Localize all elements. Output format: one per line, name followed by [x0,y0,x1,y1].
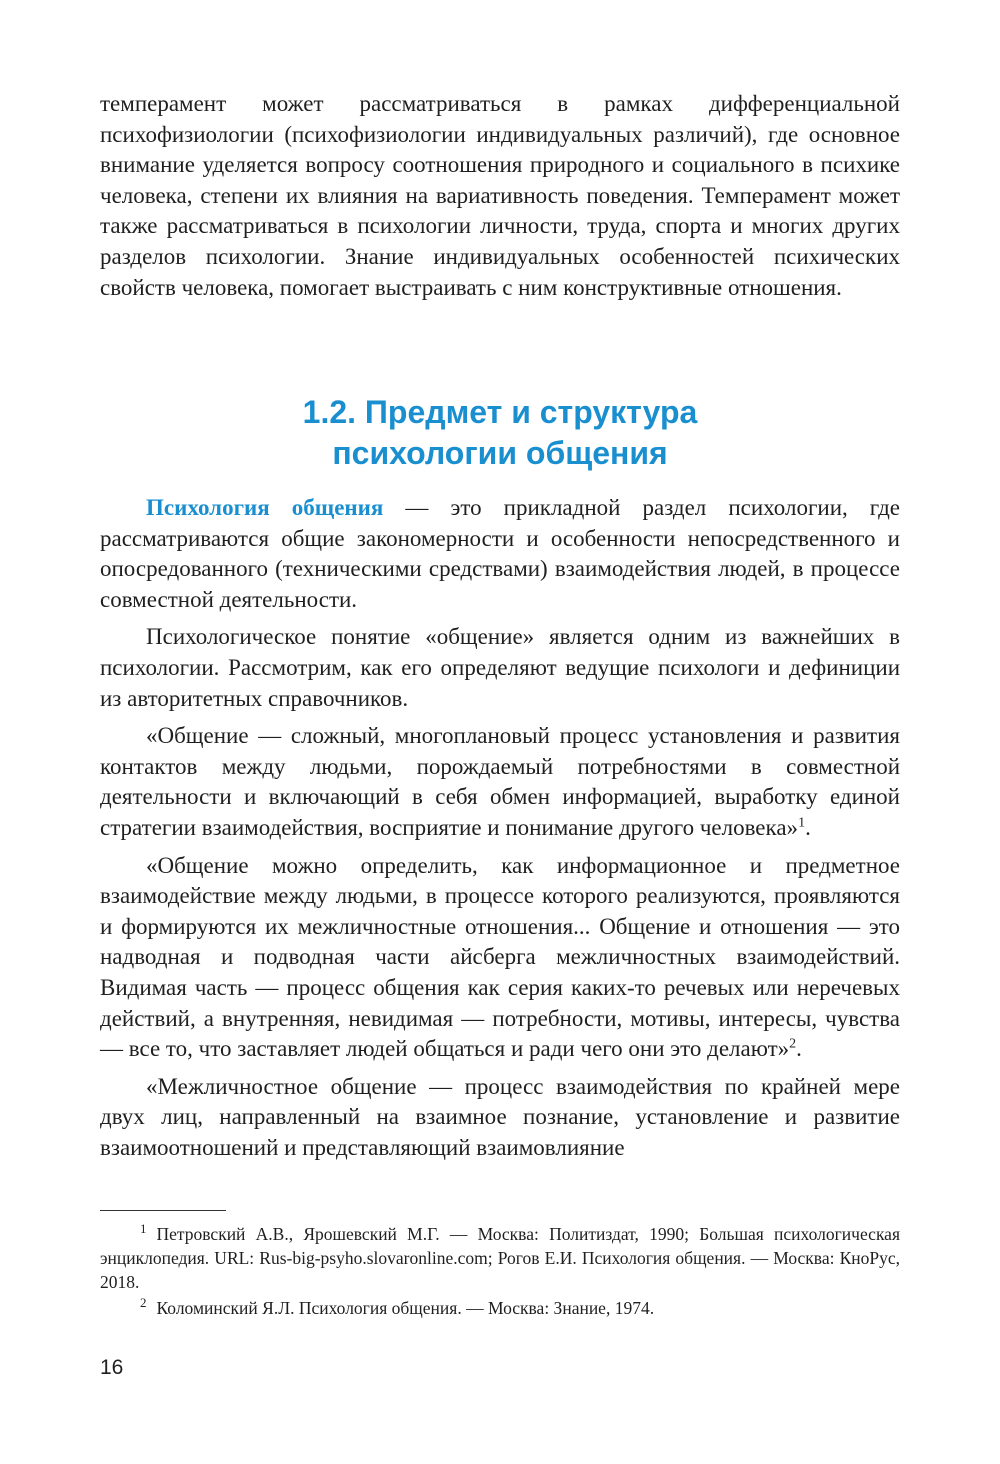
quote-1-end: . [805,814,811,840]
footnote-divider [100,1210,226,1211]
footnote-2-mark: 2 [140,1295,147,1311]
paragraph-definition [100,493,900,615]
section-heading-line-1: 1.2. Предмет и структура [302,394,698,430]
body-text [100,493,900,1163]
quote-1-text: «Общение — сложный, многоплановый процесс установления и развития контактов между людьми, порождаемый потребностями в совместной деятельности и включающий в себя обмен информацией, выработку единой стратегии взаимодействия, восприятие и понимание другого человека» [100,723,900,840]
definition-text: — это прикладной раздел психологии, где рассматриваются общие закономерности и особенности непосредственного и опосредованного (техническими средствами) взаимодействия людей, в процессе совместной деятельности. [100,495,901,612]
section-heading-line-2: психологии общения [332,435,668,471]
footnote-ref-1[interactable]: 1 [798,815,806,831]
footnote-2 [100,1296,900,1320]
paragraph-quote-2 [100,851,900,1065]
quote-2-end: . [796,1036,802,1062]
footnote-2-text: Коломинский Я.Л. Психология общения. — Москва: Знание, 1974. [156,1298,655,1318]
section-heading [100,392,900,474]
footnotes [100,1222,900,1320]
footnote-1-text: Петровский А.В., Ярошевский М.Г. — Москва: Политиздат, 1990; Большая психологическая энциклопедия. URL: Rus-big-psyho.slovaronline.com; Рогов Е.И. Психология общения. — Москва: КноРус, 2018. [100,1224,900,1292]
intro-paragraph: темперамент может рассматриваться в рамках дифференциальной психофизиологии (психофизиологии индивидуальных различий), где основное внимание уделяется вопросу соотношения природного и социального в психике человека, степени их влияния на вариативность поведения. Темперамент может также рассматриваться в психологии личности, труда, спорта и многих других разделов психологии. Знание индивидуальных особенностей психических свойств человека, помогает выстраивать с ним конструктивные отношения. [100,91,900,300]
paragraph-quote-1 [100,721,900,843]
footnote-ref-2[interactable]: 2 [789,1036,797,1052]
paragraph-quote-3: «Межличностное общение — процесс взаимодействия по крайней мере двух лиц, направленный на взаимное познание, установление и развитие взаимоотношений и представляющий взаимовлияние [100,1073,900,1160]
intro-block [100,89,900,303]
paragraph-concept: Психологическое понятие «общение» является одним из важнейших в психологии. Рассмотрим, как его определяют ведущие психологи и дефиниции из авторитетных справочников. [100,624,900,711]
page-number: 16 [100,1356,124,1379]
footnote-1 [100,1222,900,1294]
quote-2-text: «Общение можно определить, как информационное и предметное взаимодействие между людьми, в процессе которого реализуются, проявляются и формируются их межличностные отношения... Общение и отношения — это надводная и подводная части айсберга межличностных взаимодействий. Видимая часть — процесс общения как серия каких-то речевых или неречевых действий, а внутренняя, невидимая — потребности, мотивы, интересы, чувства — все то, что заставляет людей общаться и ради чего они это делают» [100,852,900,1062]
defined-term: Психология общения [146,495,384,520]
footnote-1-mark: 1 [140,1221,147,1237]
